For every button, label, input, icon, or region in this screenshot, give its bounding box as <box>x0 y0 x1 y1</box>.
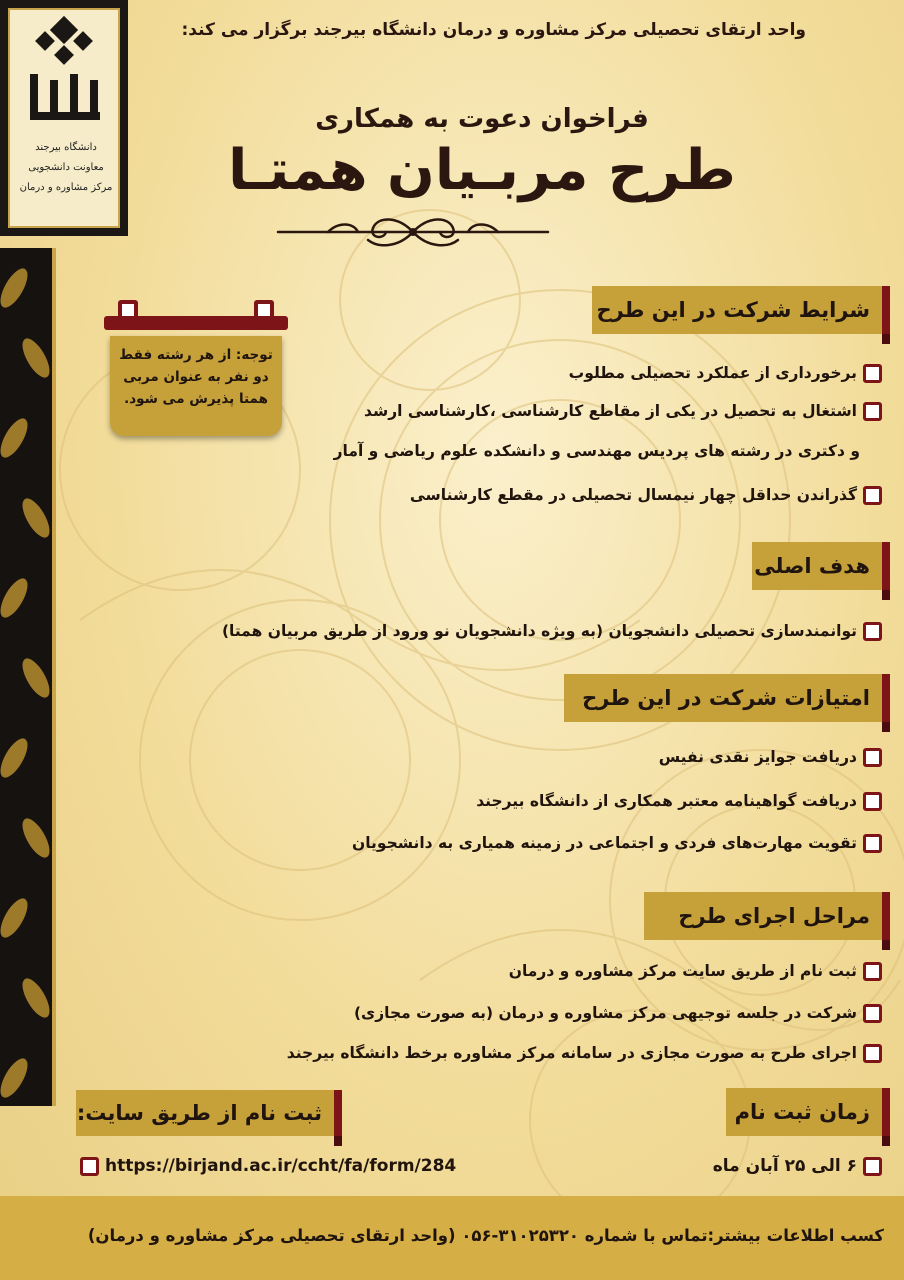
stages-heading: مراحل اجرای طرح <box>644 892 890 940</box>
conditions-heading: شرایط شرکت در این طرح <box>592 286 890 334</box>
checkbox-icon <box>863 1044 882 1063</box>
registration-link[interactable]: https://birjand.ac.ir/ccht/fa/form/284 <box>80 1156 456 1176</box>
list-item: دریافت گواهینامه معتبر همکاری از دانشگاه بیرجند <box>476 790 882 812</box>
registration-heading: ثبت نام از طریق سایت: <box>76 1090 342 1136</box>
list-item: تقویت مهارت‌های فردی و اجتماعی در زمینه همیاری به دانشجویان <box>352 832 882 854</box>
floral-pattern-icon <box>0 248 52 1106</box>
registration-time-heading: زمان ثبت نام <box>726 1088 890 1136</box>
checkbox-icon <box>863 402 882 421</box>
note-line-1: توجه: از هر رشته فقط <box>119 347 273 363</box>
logo-line-3: مرکز مشاوره و درمان <box>19 182 113 193</box>
list-item: شرکت در جلسه توجیهی مرکز مشاوره و درمان (به صورت مجازی) <box>354 1002 882 1024</box>
list-item: گذراندن حداقل چهار نیمسال تحصیلی در مقطع کارشناسی <box>410 484 882 506</box>
flourish-divider-icon <box>268 212 558 252</box>
note-line-2: دو نفر به عنوان مربی <box>123 369 269 385</box>
note-line-3: همتا پذیرش می شود. <box>124 391 268 407</box>
checkbox-icon <box>863 622 882 641</box>
note-card <box>110 336 282 436</box>
checkbox-icon <box>863 748 882 767</box>
checkbox-icon <box>863 486 882 505</box>
contact-info: کسب اطلاعات بیشتر:تماس با شماره ۳۱۰۲۵۳۲۰-۰۵۶ (واحد ارتقای تحصیلی مرکز مشاوره و درمان) <box>87 1226 884 1245</box>
intro-line: واحد ارتقای تحصیلی مرکز مشاوره و درمان دانشگاه بیرجند برگزار می کند: <box>181 20 806 40</box>
list-item: اشتغال به تحصیل در یکی از مقاطع کارشناسی ،کارشناسی ارشد <box>364 400 882 422</box>
logo-line-2: معاونت دانشجویی <box>28 162 104 173</box>
subtitle: فراخوان دعوت به همکاری <box>315 104 649 134</box>
calendar-ring-icon <box>254 300 274 320</box>
logo-line-1: دانشگاه بیرجند <box>35 142 97 153</box>
goal-heading: هدف اصلی <box>752 542 890 590</box>
list-item: ثبت نام از طریق سایت مرکز مشاوره و درمان <box>509 960 882 982</box>
strip-edge <box>52 248 56 1106</box>
checkbox-icon <box>863 962 882 981</box>
decorative-strip <box>0 248 56 1106</box>
list-item: توانمندسازی تحصیلی دانشجویان (به ویژه دانشجویان نو ورود از طریق مربیان همتا) <box>222 620 882 642</box>
registration-date: ۶ الی ۲۵ آبان ماه <box>713 1156 882 1176</box>
checkbox-icon <box>863 1004 882 1023</box>
list-item: اجرای طرح به صورت مجازی در سامانه مرکز مشاوره برخط دانشگاه بیرجند <box>287 1042 882 1064</box>
checkbox-icon <box>863 834 882 853</box>
list-item: برخورداری از عملکرد تحصیلی مطلوب <box>569 362 882 384</box>
page-title: طرح مربـیان همتـا <box>228 138 736 203</box>
list-item: دریافت جوایز نقدی نفیس <box>659 746 882 768</box>
benefits-heading: امتیازات شرکت در این طرح <box>564 674 890 722</box>
checkbox-icon <box>80 1157 99 1176</box>
calendar-ring-icon <box>118 300 138 320</box>
list-item-continuation: و دکتری در رشته های پردیس مهندسی و دانشکده علوم ریاضی و آمار <box>333 442 860 460</box>
checkbox-icon <box>863 364 882 383</box>
checkbox-icon <box>863 792 882 811</box>
checkbox-icon <box>863 1157 882 1176</box>
